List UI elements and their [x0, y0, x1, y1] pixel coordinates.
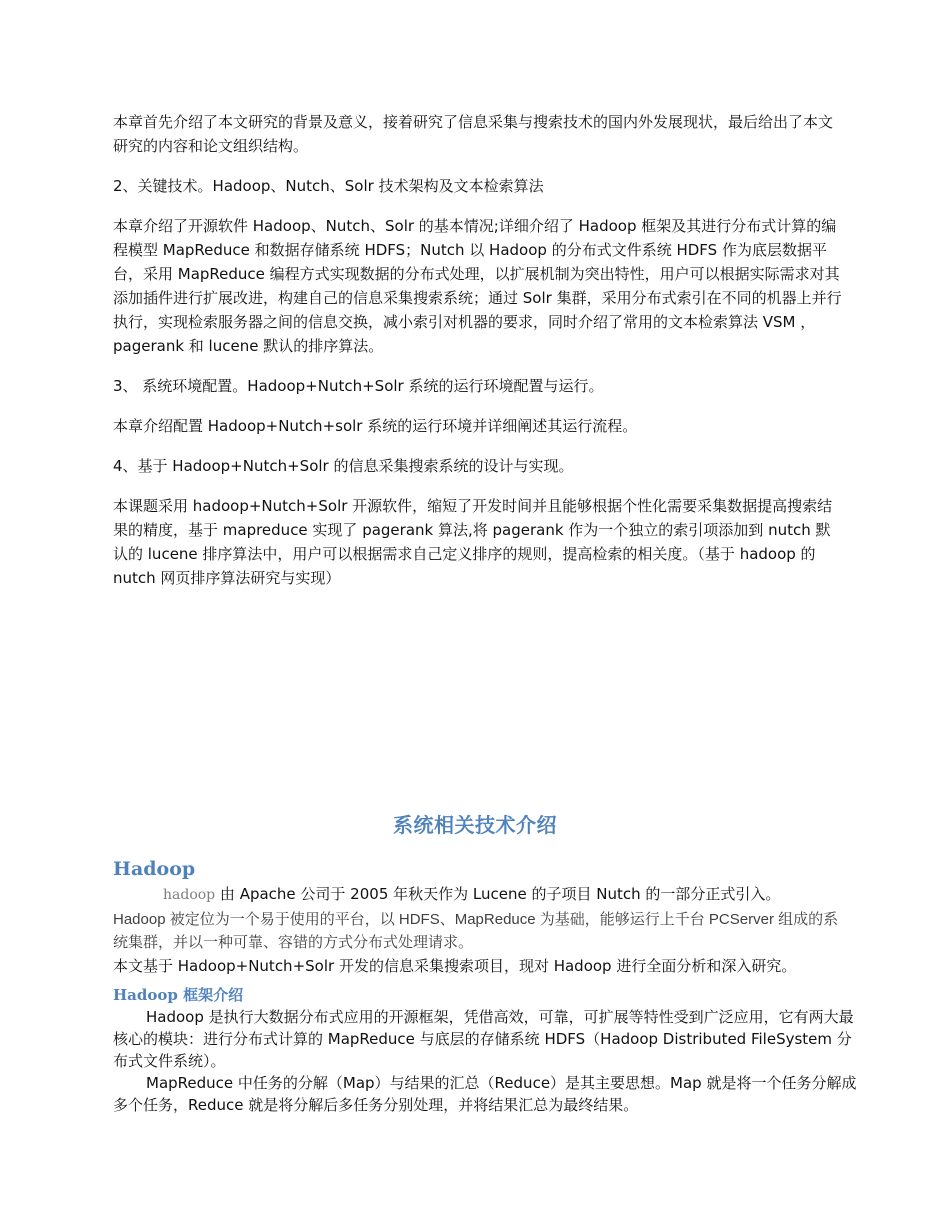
hadoop-intro-word: hadoop	[163, 887, 216, 903]
paragraph-chapter3-summary: 本章介绍配置 Hadoop+Nutch+solr 系统的运行环境并详细阐述其运行流程。	[113, 417, 638, 435]
framework-paragraph-2: MapReduce 中任务的分解（Map）与结果的汇总（Reduce）是其主要思想。Map 就是将一个任务分解成多个任务，Reduce 就是将分解后多任务分别处理，并将结果汇总为最终结果。	[113, 1074, 857, 1114]
section-title: 系统相关技术介绍	[393, 813, 557, 837]
framework-paragraph-1: Hadoop 是执行大数据分布式应用的开源框架，凭借高效，可靠，可扩展等特性受到广泛应用，它有两大最核心的模块：进行分布式计算的 MapReduce 与底层的存储系统 HDFS（Hadoop Distributed FileSystem 分布式文件系统）。	[113, 1008, 854, 1070]
framework-heading: Hadoop 框架介绍	[113, 986, 244, 1004]
item-key-technology: 2、关键技术。Hadoop、Nutch、Solr 技术架构及文本检索算法	[113, 177, 544, 195]
document-body	[113, 110, 843, 606]
hadoop-intro-line2: Hadoop 被定位为一个易于使用的平台，以 HDFS、MapReduce 为基础，能够运行上千台 PCServer 组成的系统集群，并以一种可靠、容错的方式分布式处理请求。	[113, 910, 839, 951]
item-system-design: 4、基于 Hadoop+Nutch+Solr 的信息采集搜索系统的设计与实现。	[113, 457, 574, 475]
hadoop-intro-rest: 由 Apache 公司于 2005 年秋天作为 Lucene 的子项目 Nutch 的一部分正式引入。	[215, 885, 781, 903]
hadoop-heading: Hadoop	[113, 858, 196, 880]
paragraph-chapter4-summary: 本课题采用 hadoop+Nutch+Solr 开源软件，缩短了开发时间并且能够根据个性化需要采集数据提高搜索结果的精度，基于 mapreduce 实现了 pagerank 算法,将 pagerank 作为一个独立的索引项添加到 nutch 默认的 lucene 排序算法中，用户可以根据需求自己定义排序的规则，提高检索的相关度。（基于 hadoop 的 nutch 网页排序算法研究与实现）	[113, 497, 833, 587]
item-environment-config: 3、 系统环境配置。Hadoop+Nutch+Solr 系统的运行环境配置与运行。	[113, 377, 604, 395]
framework-body	[113, 1006, 858, 1116]
hadoop-intro-line3: 本文基于 Hadoop+Nutch+Solr 开发的信息采集搜索项目，现对 Hadoop 进行全面分析和深入研究。	[113, 956, 797, 975]
paragraph-chapter2-summary: 本章介绍了开源软件 Hadoop、Nutch、Solr 的基本情况;详细介绍了 Hadoop 框架及其进行分布式计算的编程模型 MapReduce 和数据存储系统 HDFS；Nutch 以 Hadoop 的分布式文件系统 HDFS 作为底层数据平台，采用 MapReduce 编程方式实现数据的分布式处理，以扩展机制为突出特性，用户可以根据实际需求对其添加插件进行扩展改进，构建自己的信息采集搜索系统；通过 Solr 集群，采用分布式索引在不同的机器上并行执行，实现检索服务器之间的信息交换，减小索引对机器的要求，同时介绍了常用的文本检索算法 VSM ，pagerank 和 lucene 默认的排序算法。	[113, 217, 842, 355]
paragraph-chapter1-summary: 本章首先介绍了本文研究的背景及意义，接着研究了信息采集与搜索技术的国内外发展现状，最后给出了本文研究的内容和论文组织结构。	[113, 113, 834, 155]
hadoop-intro	[113, 883, 853, 978]
hadoop-intro-line1	[113, 883, 853, 908]
